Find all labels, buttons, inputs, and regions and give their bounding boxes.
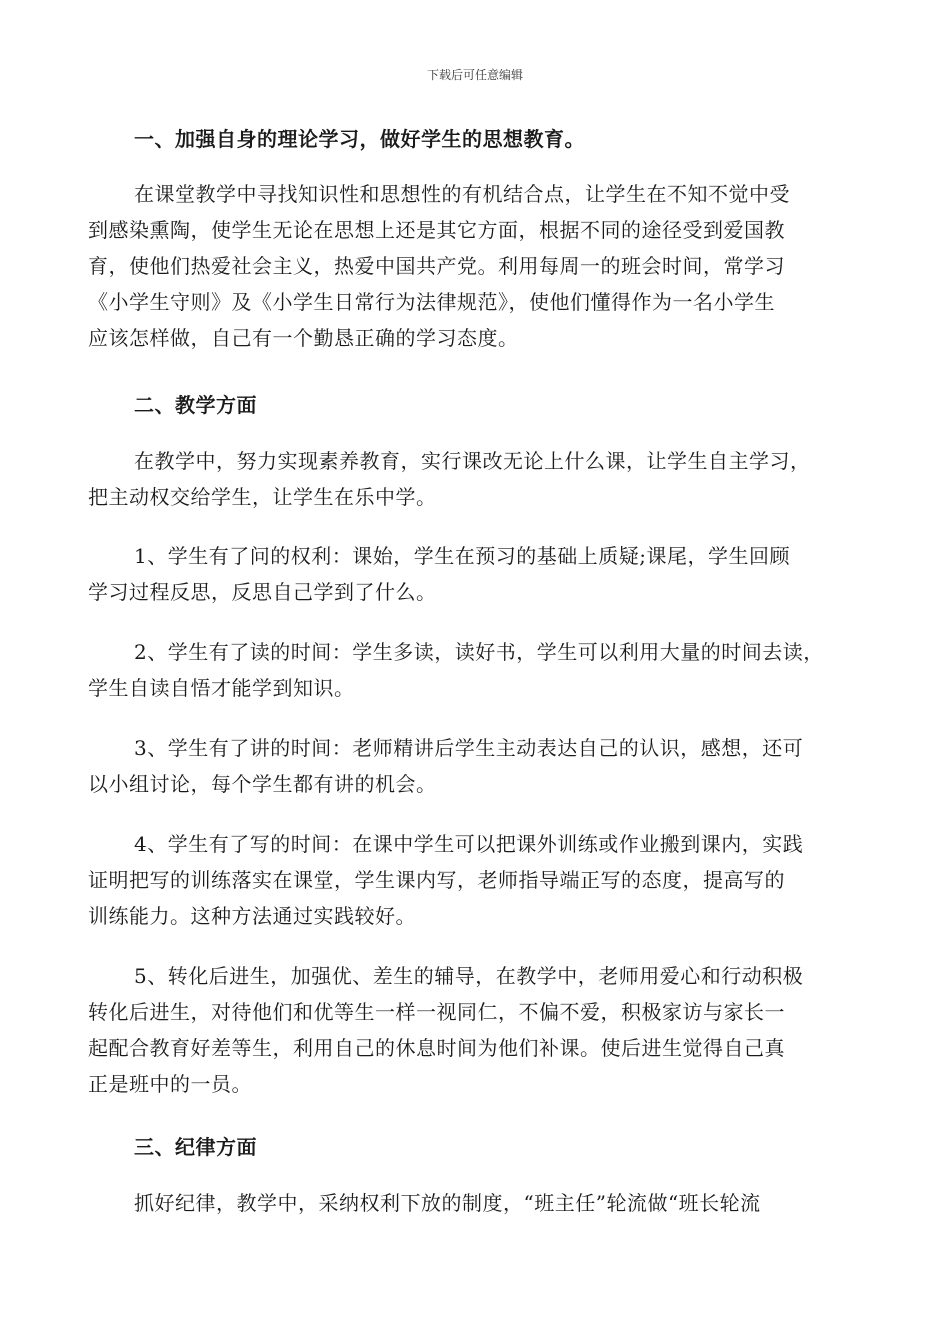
paragraph-7 xyxy=(88,958,858,1102)
paragraph-5 xyxy=(88,730,858,802)
paragraph-line: 育，使他们热爱社会主义，热爱中国共产党。利用每周一的班会时间，常学习 xyxy=(88,254,785,278)
heading-1 xyxy=(88,121,858,157)
paragraph-3 xyxy=(88,538,858,610)
paragraph-line: 训练能力。这种方法通过实践较好。 xyxy=(88,904,416,928)
paragraph-line: 《小学生守则》及《小学生日常行为法律规范》，使他们懂得作为一名小学生 xyxy=(88,290,775,314)
heading-3 xyxy=(88,1129,858,1165)
paragraph-1 xyxy=(88,176,858,356)
paragraph-line: 1、学生有了问的权利：课始，学生在预习的基础上质疑;课尾，学生回顾 xyxy=(134,544,790,568)
heading-text: 三、纪律方面 xyxy=(134,1135,257,1159)
paragraph-4 xyxy=(88,634,858,706)
paragraph-line: 把主动权交给学生，让学生在乐中学。 xyxy=(88,485,437,509)
paragraph-line: 应该怎样做，自己有一个勤恳正确的学习态度。 xyxy=(88,326,519,350)
paragraph-2 xyxy=(88,443,858,515)
paragraph-line: 起配合教育好差等生，利用自己的休息时间为他们补课。使后进生觉得自己真 xyxy=(88,1036,785,1060)
heading-text: 一、加强自身的理论学习，做好学生的思想教育。 xyxy=(134,127,585,151)
paragraph-line: 学习过程反思，反思自己学到了什么。 xyxy=(88,580,437,604)
paragraph-line: 4、学生有了写的时间：在课中学生可以把课外训练或作业搬到课内，实践 xyxy=(134,832,804,856)
paragraph-line: 抓好纪律，教学中，采纳权利下放的制度，“班主任”轮流做“班长轮流 xyxy=(134,1191,761,1215)
heading-text: 二、教学方面 xyxy=(134,393,257,417)
paragraph-line: 转化后进生，对待他们和优等生一样一视同仁，不偏不爱，积极家访与家长一 xyxy=(88,1000,785,1024)
paragraph-line: 3、学生有了讲的时间：老师精讲后学生主动表达自己的认识，感想，还可 xyxy=(134,736,804,760)
paragraph-line: 以小组讨论，每个学生都有讲的机会。 xyxy=(88,772,437,796)
paragraph-6 xyxy=(88,826,858,934)
paragraph-8 xyxy=(88,1185,858,1221)
paragraph-line: 2、学生有了读的时间：学生多读，读好书，学生可以利用大量的时间去读， xyxy=(134,640,824,664)
paragraph-line: 正是班中的一员。 xyxy=(88,1072,252,1096)
page-header: 下载后可任意编辑 xyxy=(426,68,523,82)
paragraph-line: 在课堂教学中寻找知识性和思想性的有机结合点，让学生在不知不觉中受 xyxy=(134,182,790,206)
paragraph-line: 5、转化后进生，加强优、差生的辅导，在教学中，老师用爱心和行动积极 xyxy=(134,964,804,988)
paragraph-line: 在教学中，努力实现素养教育，实行课改无论上什么课，让学生自主学习， xyxy=(134,449,811,473)
paragraph-line: 学生自读自悟才能学到知识。 xyxy=(88,676,355,700)
paragraph-line: 到感染熏陶，使学生无论在思想上还是其它方面，根据不同的途径受到爱国教 xyxy=(88,218,785,242)
paragraph-line: 证明把写的训练落实在课堂，学生课内写，老师指导端正写的态度，提高写的 xyxy=(88,868,785,892)
heading-2 xyxy=(88,387,858,423)
